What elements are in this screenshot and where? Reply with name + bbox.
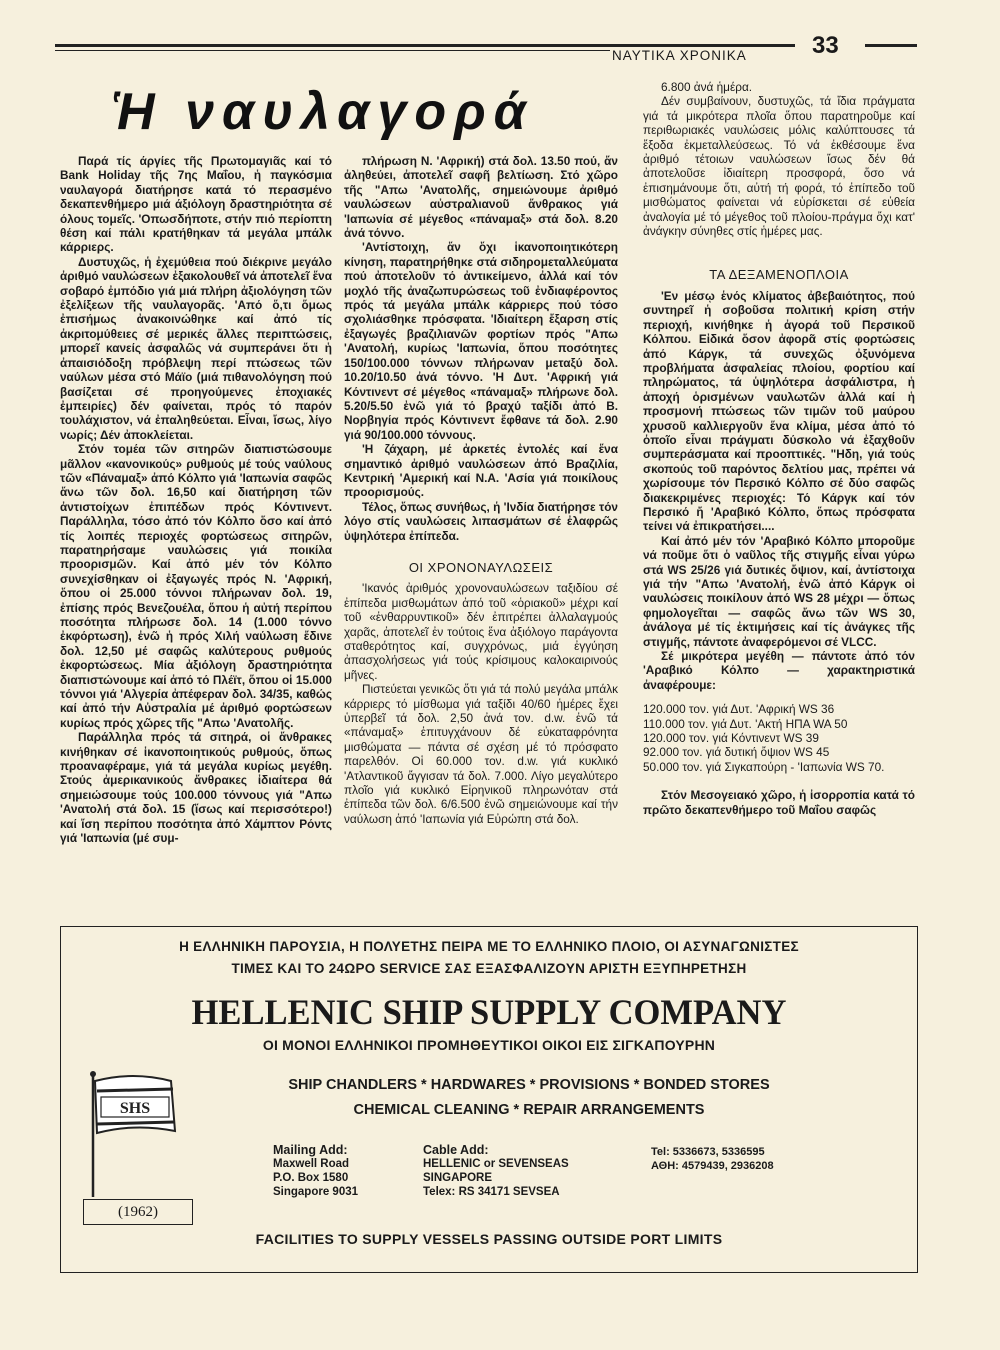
- mailing-line: Maxwell Road: [273, 1158, 350, 1170]
- ad-subtitle: ΟΙ ΜΟΝΟΙ ΕΛΛΗΝΙΚΟΙ ΠΡΟΜΗΘΕΥΤΙΚΟΙ ΟΙΚΟΙ ΕΙΣ ΣΙΓΚΑΠΟΥΡΗΝ: [262, 1037, 716, 1053]
- page-number: 33: [812, 32, 839, 59]
- header-rule-left: [55, 44, 795, 47]
- ad-services-1: SHIP CHANDLERS * HARDWARES * PROVISIONS * BONDED STORES: [288, 1077, 770, 1093]
- rates-list: [643, 702, 915, 774]
- cable-line: HELLENIC or SEVENSEAS: [423, 1158, 569, 1170]
- list-item: 92.000 τον. γιά δυτική ὄψιον WS 45: [643, 745, 830, 760]
- cable-line: Telex: RS 34171 SEVSEA: [423, 1186, 560, 1198]
- cable-heading: Cable Add:: [423, 1143, 489, 1157]
- paragraph: Πιστεύεται γενικῶς ὅτι γιά τά πολύ μεγάλα μπάλκ κάρριερς τό μίσθωμα γιά ταξίδι 40/60 ἡμέρες ἔχει ὑπερβεῖ τά δολ. 2,50 ἀνά τον. d.w. ἐνῶ τά «πάναμαξ» ἐπιτυγχάνουν δέ εὐκαταφρόνητα μισθώματα — πάντα σέ σχέση μέ τό πρόσφατο παρελθόν. Οἱ 60.000 τον. d.w. γιά κυκλικό 'Ατλαντικοῦ ἄγγισαν τά δολ. 7.000. Λίγο μεγαλύτερο πλοῖο γιά κυκλικό Εἰρηνικοῦ πληρωνόταν στά ἐπίπεδα τῶν δολ. 6/6.500 ἐνῶ σημειώνουμε καί τήν ναύλωση ἀπό 'Ιαπωνία γιά Εὐρώπη στά δολ.: [344, 682, 618, 826]
- cable-line: SINGAPORE: [423, 1172, 493, 1184]
- section-heading-timecharters: ΟΙ ΧΡΟΝΟΝΑΥΛΩΣΕΙΣ: [408, 559, 554, 575]
- column-3: [643, 80, 915, 817]
- article-title: Ἡ ναυλαγορά: [112, 83, 534, 141]
- list-item: 120.000 τον. γιά Κόντινεντ WS 39: [643, 731, 819, 746]
- paragraph: Στόν τομέα τῶν σιτηρῶν διαπιστώσουμε μᾶλλον «κανονικούς» ρυθμούς μέ τούς ναύλους τῶν «Πάναμαξ» ἀπό Κόλπο γιά 'Ιαπωνία σαφῶς ἄνω τῶν δολ. 16,50 καί διατήρηση τῶν ἀντιστοίχων ἐπιπέδων πρός Κόντινεντ. Παράλληλα, τόσο ἀπό τόν Κόλπο ὅσο καί ἀπό τίς λοιπές περιοχές φορτώσεως σιτηρῶν, παρατηρήσαμε ναυλώσεις γιά ποικίλα προορισμῶν. Καί ἀπό μέν τόν Κόλπο συνεχίσθηκαν οἱ ἐξαγωγές πρός Ν. 'Αφρική, ὅπου οἱ 25.000 τόννοι πλήρωναν δολ. 19, ἐπίσης πρός Βενεζουέλα, ὅπου ἡ αὐτή περίπου ποσότητα πλήρωσε δολ. 14 (1.000 τόννο ἐκφόρτωση), ἐνῶ ἡ πρός Χιλή ναύλωση ἔδινε δολ. 12,50 μέ σαφῶς καλύτερους ρυθμούς ἐκφορτώσεως. Μία ἀξιόλογη δραστηριότητα διαπιστώνουμε καί ἀπό τό Πλέϊτ, ὅπου οἱ 15.000 τόννοι γιά 'Αλγερία ἀπέφεραν δολ. 34/35, καθώς καί ἀπό τήν Αὐστραλία μέ ἀριθμό φορτώσεων κυρίως πρός χῶρες τῆς "Απω 'Ανατολῆς.: [60, 442, 332, 730]
- ad-footer: FACILITIES TO SUPPLY VESSELS PASSING OUTSIDE PORT LIMITS: [255, 1231, 723, 1247]
- advertisement: [60, 926, 918, 1273]
- paragraph: Παρά τίς άργίες τῆς Πρωτομαγιᾶς καί τό Bank Holiday τῆς 7ης Μαΐου, ἡ παγκόσμια ναυλαγορά διατήρησε κατά τό περασμένο δεκαπενθήμερο μιά άξιόλογη δραστηριότητα σέ όλους τομεῖς. 'Οπωσδήποτε, στήν πιό περίοπτη θέση καί πάλι κρατήθηκαν τά μεγάλα μπάλκ κάρριερς.: [60, 154, 332, 255]
- list-item: 110.000 τον. γιά Δυτ. 'Ακτή ΗΠΑ WA 50: [643, 716, 848, 731]
- list-item: 50.000 τον. γιά Σιγκαπούρη - 'Ιαπωνία WS 70.: [643, 759, 885, 774]
- mailing-address: [273, 1143, 358, 1199]
- header-rule-right: [865, 44, 917, 47]
- paragraph: 'Ικανός ἀριθμός χρονοναυλώσεων ταξιδίου σέ ἐπίπεδα μισθωμάτων ἀπό τοῦ «ὁριακοῦ» μέχρι καί τοῦ «ἐνθαρρυντικοῦ» δέν ἐπιτρέπει ἀλλαλαγμούς χαρᾶς, ἀποτελεῖ ἐν τούτοις ἕνα ἀξιόλογο παράγοντα σταθερότητος καί, συγχρόνως, μιά ἐγγύηση ἀπασχολήσεως γιά τούς κρίσιμους καλοκαιρινούς μῆνες.: [344, 581, 618, 682]
- ad-headline-1: Η ΕΛΛΗΝΙΚΗ ΠΑΡΟΥΣΙΑ, Η ΠΟΛΥΕΤΗΣ ΠΕΙΡΑ ΜΕ ΤΟ ΕΛΛΗΝΙΚΟ ΠΛΟΙΟ, ΟΙ ΑΣΥΝΑΓΩΝΙΣΤΕΣ: [179, 939, 799, 954]
- tel-line: ΑΘΗ: 4579439, 2936208: [651, 1160, 774, 1172]
- tel-line: Tel: 5336673, 5336595: [651, 1146, 765, 1158]
- paragraph: Παράλληλα πρός τά σιτηρά, οἱ ἄνθρακες κινήθηκαν σέ ἱκανοποιητικούς ρυθμούς, ὅπως προαναφέραμε, γιά τά μεγάλα κυρίως μεγέθη. Στούς ἀμερικανικούς ἄνθρακες ἰδιαίτερα θά σημειώσουμε τούς 100.000 τόννους γιά "Απω 'Ανατολή στά δολ. 15 (ἴσως καί περισσότερο!) καί ἴση περίπου ποσότητα ἀπό Χάμπτον Ρόντς γιά 'Ιαπωνία (μέ συμ-: [60, 730, 332, 846]
- paragraph: Καί ἀπό μέν τόν 'Αραβικό Κόλπο μποροῦμε νά ποῦμε ὅτι ὁ ναῦλος τῆς στιγμῆς εἶναι γύρω στά WS 25/26 γιά δυτικές ὄψιον, καί, ἀντίστοιχα γιά τήν "Απω 'Ανατολή, ἐνῶ ἀπό Κάργκ οἱ ναυλώσεις ποικίλουν ἀπό WS 28 μέχρι — ὅπως φημολογεῖται — σαφῶς ἄνω τῶν WS 30, ἀνάλογα μέ τίς ἐκτιμήσεις καί τίς ἀνάγκες τῆς στιγμῆς, πάντοτε ἀναφερόμενοι σέ VLCC.: [643, 533, 915, 649]
- column-2: [344, 154, 618, 826]
- logo-text: SHS: [119, 1100, 151, 1117]
- paragraph: πλήρωση Ν. 'Αφρική) στά δολ. 13.50 πού, ἄν ἀληθεύει, ἀποτελεῖ σαφῆ βελτίωση. Στό χῶρο τῆς "Απω 'Ανατολῆς, σημειώνουμε ἀριθμό ναυλώσεων αὐστραλιανοῦ ἄνθρακος γιά 'Ιαπωνία σέ μέγεθος «πάναμαξ» στά δολ. 8.20 ἀνά τόννο.: [344, 154, 618, 241]
- mailing-heading: Mailing Add:: [273, 1143, 348, 1157]
- paragraph: 'Η ζάχαρη, μέ ἀρκετές ἐντολές καί ἕνα σημαντικό ἀριθμό ναυλώσεων ἀπό Βραζιλία, Κεντρική 'Αμερική καί Ν.Α. 'Ασία γιά ποικίλους προορισμούς.: [344, 442, 618, 500]
- telephone-info: [651, 1145, 774, 1173]
- paragraph: Δυστυχῶς, ἡ ἐχεμύθεια πού διέκρινε μεγάλο ἀριθμό ναυλώσεων ἐξακολουθεῖ νά ἀποτελεῖ ἕνα σοβαρό ἐμπόδιο γιά μιά πλήρη ἀξιολόγηση τῶν ἐξελίξεων τῆς ναυλαγορᾶς. 'Από ὅ,τι ὅμως ἐπισήμως ἀνακοινώθηκε καί ἀπό τίς ἀκριτομύθειες σέ μερικές ἄλλες περιπτώσεις, μπορεῖ κανείς ἀσφαλῶς νά συμπεράνει ὅτι ἡ ἀπαισιόδοξη πρόβλεψη περί πτώσεως τῶν ναύλων μέσα στό Μάϊο (μιά πιθανολόγηση πού βασίζεται σέ προηγούμενες ἐποχιακές ἐμπειρίες) δέν φαίνεται, πρός τό παρόν τουλάχιστον, νά ἐπαληθεύεται. Εἶναι, ἴσως, λίγο νωρίς; Δέν ἀποκλείεται.: [60, 254, 332, 442]
- paragraph: Στόν Μεσογειακό χῶρο, ἡ ἰσορροπία κατά τό πρῶτο δεκαπενθήμερο τοῦ Μαΐου σαφῶς: [643, 788, 915, 817]
- cable-address: [423, 1143, 569, 1199]
- paragraph: 6.800 ἀνά ἡμέρα.: [661, 80, 753, 94]
- column-1: [60, 154, 332, 846]
- ad-headline-2: ΤΙΜΕΣ ΚΑΙ ΤΟ 24ΩΡΟ SERVICE ΣΑΣ ΕΞΑΣΦΑΛΙΖΟΥΝ ΑΡΙΣΤΗ ΕΞΥΠΗΡΕΤΗΣΗ: [231, 961, 747, 976]
- publication-name: ΝΑΥΤΙΚΑ ΧΡΟΝΙΚΑ: [612, 48, 747, 63]
- header-rule-thin: [55, 50, 610, 51]
- mailing-line: Singapore 9031: [273, 1186, 359, 1198]
- founding-year: (1962): [83, 1199, 193, 1225]
- list-item: 120.000 τον. γιά Δυτ. 'Αφρική WS 36: [643, 702, 835, 717]
- ad-brand-name: HELLENIC SHIP SUPPLY COMPANY: [191, 992, 787, 1032]
- ad-services-2: CHEMICAL CLEANING * REPAIR ARRANGEMENTS: [353, 1102, 705, 1118]
- paragraph: Δέν συμβαίνουν, δυστυχῶς, τά ἴδια πράγματα γιά τά μικρότερα πλοῖα ὅπου παρατηροῦμε καί περιθωριακές ναυλώσεις μόλις καλύπτουσες τά ἔξοδα ἐκμεταλλεύσεως. Τό νά ἐκθέσουμε ἕνα ἀριθμό τέτοιων ναυλώσεων ἴσως δέν θά ἀποτελοῦσε ἰδιαίτερη προσφορά, ὅσο νά ἐπισημάνουμε ὅτι, αὐτή τή φορά, τό ἐπίπεδο τοῦ μισθώματος φαίνεται νά εὑρίσκεται σέ εὐθεία ἀναλογία μέ τό μέγεθος τοῦ πλοίου-πράγμα ὄχι κατ' ἀνάγκην σύνηθες στίς ἡμέρες μας.: [643, 94, 915, 239]
- section-heading-tankers: ΤΑ ΔΕΞΑΜΕΝΟΠΛΟΙΑ: [709, 267, 849, 283]
- paragraph: Σέ μικρότερα μεγέθη — πάντοτε ἀπό τόν 'Αραβικό Κόλπο — χαρακτηριστικά ἀναφέρουμε:: [643, 649, 915, 692]
- paragraph: 'Εν μέσῳ ἑνός κλίματος ἀβεβαιότητος, πού συντηρεῖ ἡ σοβοῦσα πολιτική κρίση στήν περιοχή, κινήθηκε ἡ ἀγορά τοῦ Περσικοῦ Κόλπου. Εἰδικά ὅσον ἀφορᾶ στίς φορτώσεις ἀπό Κάργκ, τά συνεχῶς ὀξυνόμενα προβλήματα ἀσφαλείας πλοίου, φορτίου καί πληρώματος, τά ὑψηλότερα ἀσφάλιστρα, ἡ ἀποχή ὁρισμένων ναυλωτῶν ἀλλά καί ἡ προσμονή πτώσεως τῶν τιμῶν τοῦ μαύρου χρυσοῦ καλλιεργοῦν ἕνα κλίμα, μέσα ἀπό τό ὁποῖο εἶναι πράγματι δύσκολο νά ἐξαχθοῦν συμπεράσματα καί προοπτικές. "Ηδη, γιά τούς σκοπούς τοῦ παρόντος δελτίου μας, πρέπει νά χωρίσουμε τόν Περσικό Κόλπο σέ δύο σαφῶς διακεκριμένες περιοχές: Τό Κάργκ καί τόν Περσικό ἤ 'Αραβικό Κόλπο, ὅπως πρόσφατα τείνει νά ἐπικρατήσει....: [643, 288, 915, 534]
- paragraph: 'Αντίστοιχη, ἄν ὄχι ἱκανοποιητικότερη κίνηση, παρατηρήθηκε στά σιδηρομεταλλεύματα πού ἀποτελοῦν τό ἀντικείμενο, ἀλλά καί τόν μοχλό τῆς ἀναζωπυρώσεως τοῦ ἐνδιαφέροντος πρός τά μεγάλα μπάλκ κάρριερς πού τόσο σχολιάσθηκε πρόσφατα. 'Ιδιαίτερη ἔξαρση στίς ἐξαγωγές βραζιλιανῶν φορτίων πρός "Απω 'Ανατολή, κυρίως 'Ιαπωνία, ὅπου ποσότητες 150/100.000 τόννων πλήρωναν μεταξύ δολ. 10.20/10.50 ἀνά τόννο. 'Η Δυτ. 'Αφρική γιά Κόντινεντ σέ μέγεθος «πάναμαξ» πλήρωνε δολ. 5.20/5.50 ἐνῶ γιά τό βραχύ ταξίδι ἀπό Β. Νορβηγία πρός Κόντινεντ ἔφθανε τά δολ. 2.90 γιά 90/100.000 τόννους.: [344, 240, 618, 442]
- mailing-line: P.O. Box 1580: [273, 1172, 349, 1184]
- paragraph: Τέλος, ὅπως συνήθως, ἡ 'Ινδία διατήρησε τόν λόγο στίς ναυλώσεις λιπασμάτων σέ ἐλαφρῶς ὑψηλότερα ἐπίπεδα.: [344, 499, 618, 543]
